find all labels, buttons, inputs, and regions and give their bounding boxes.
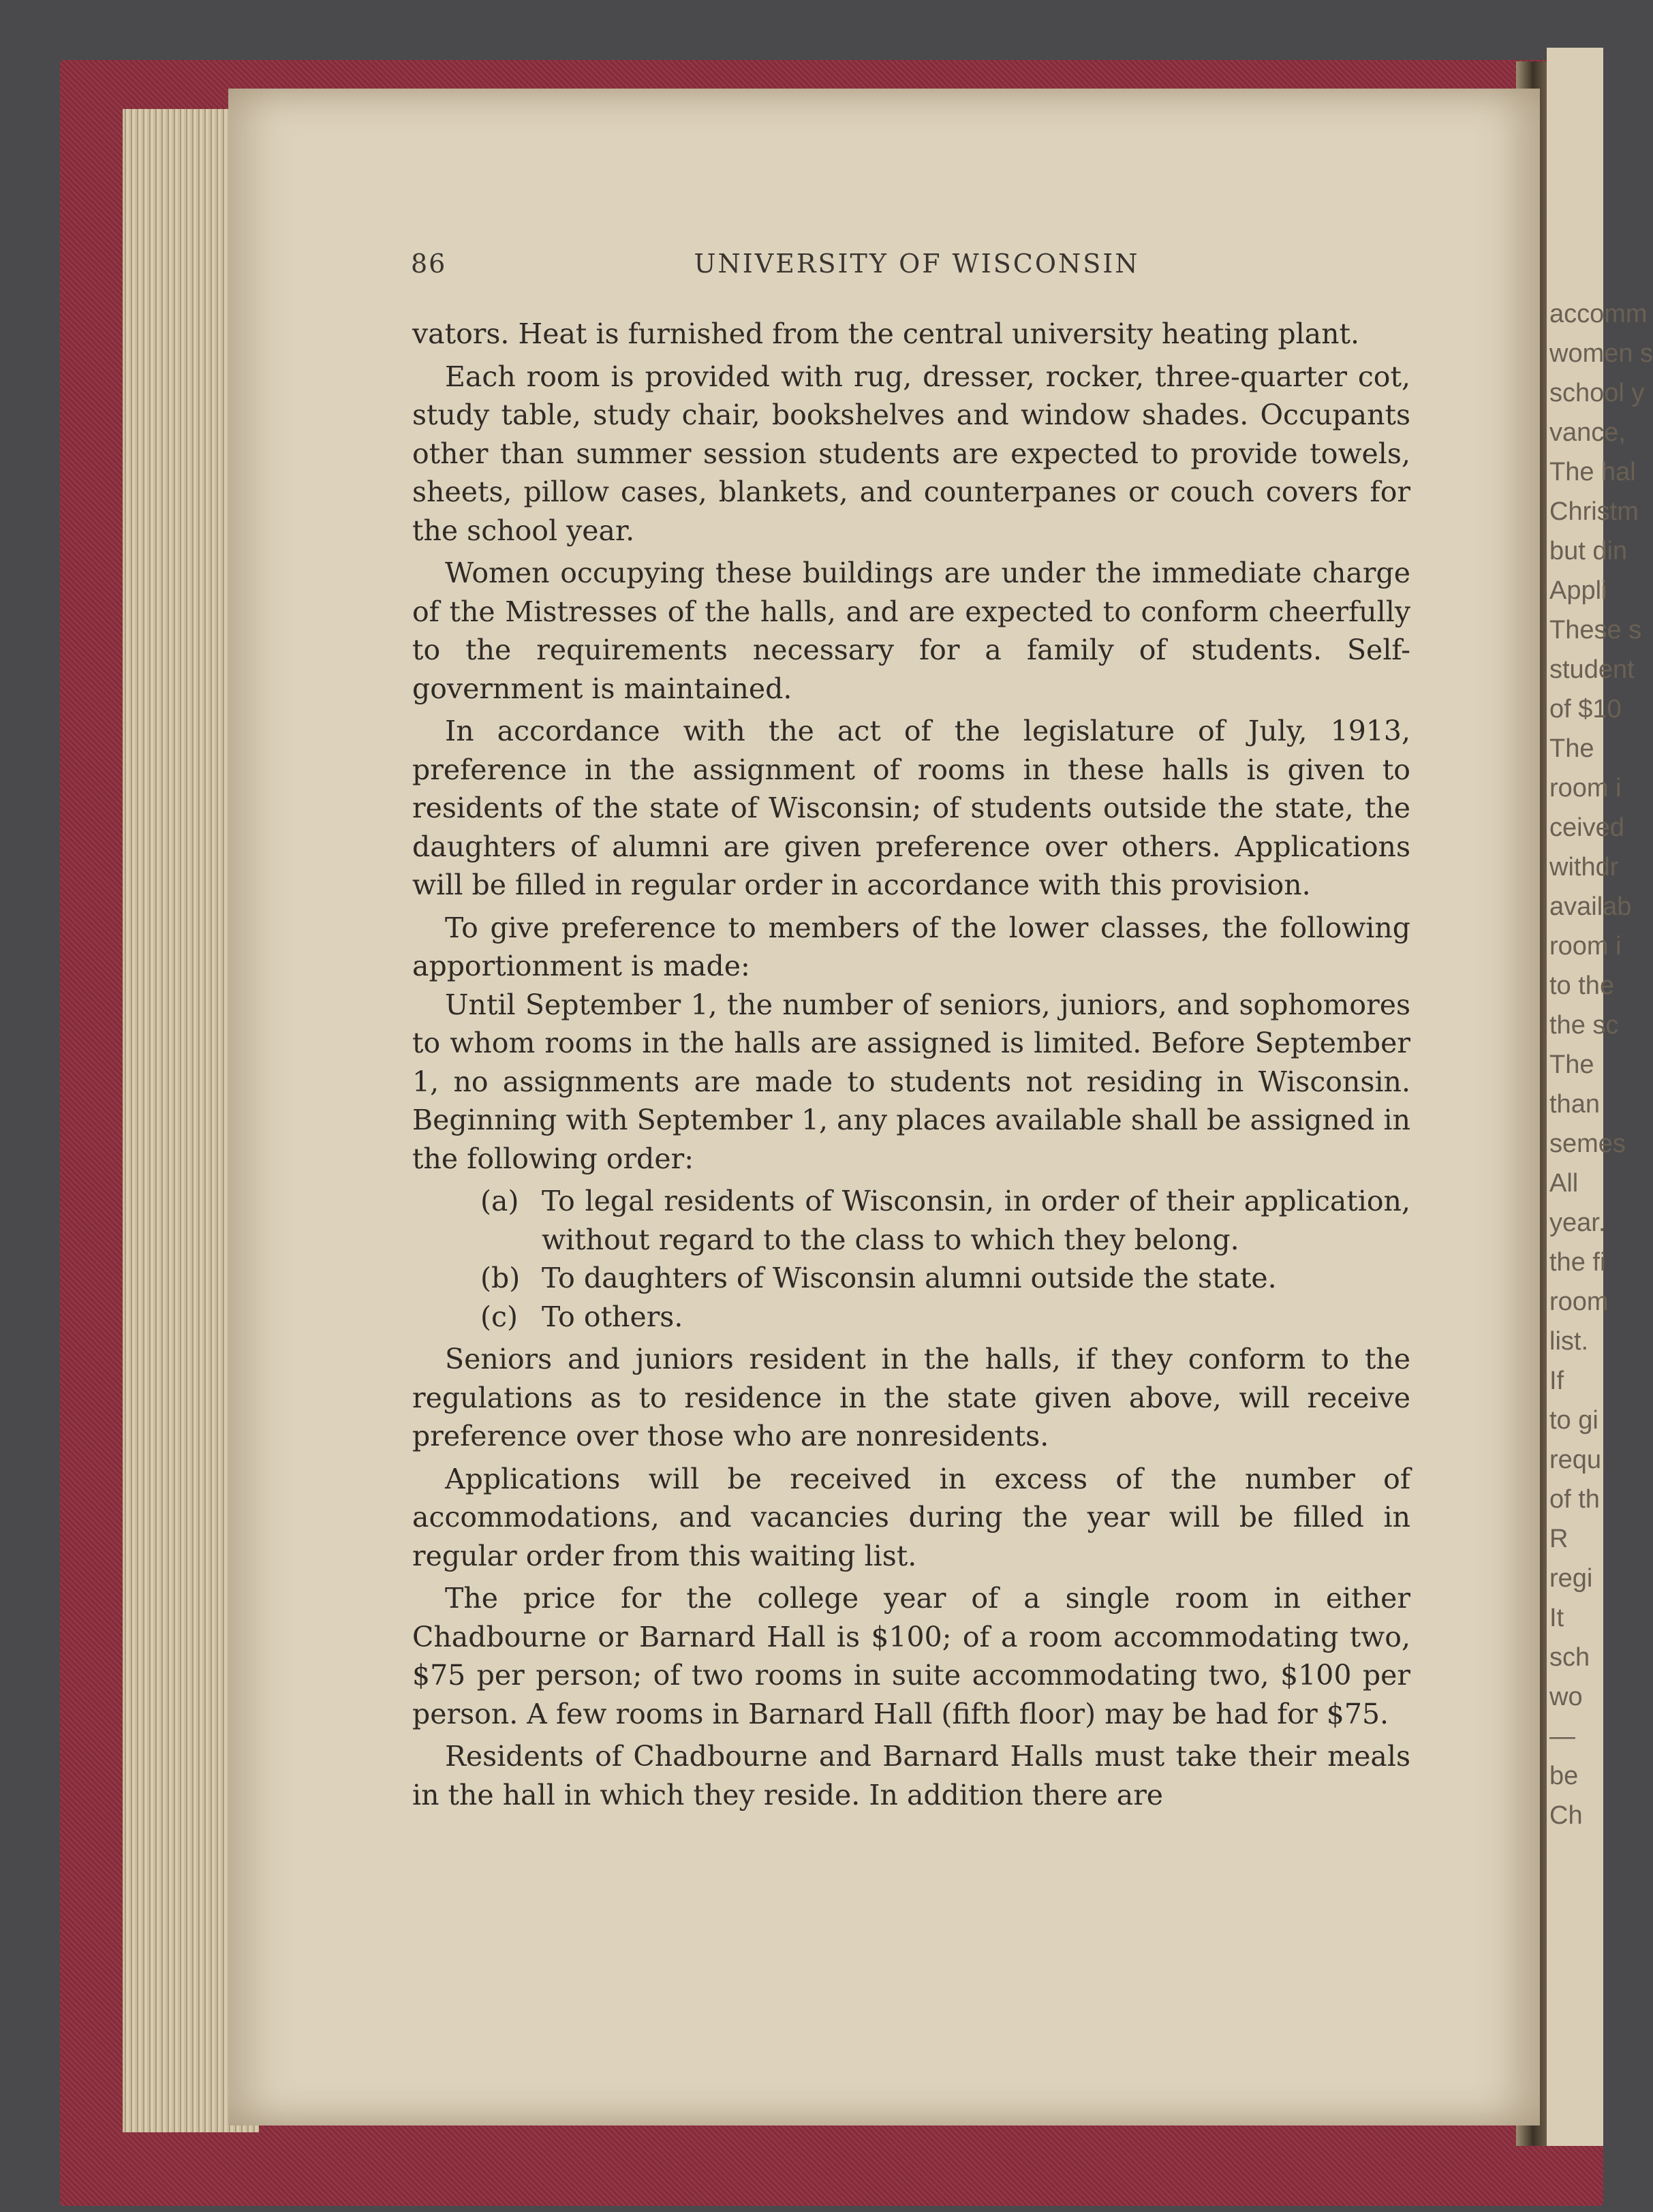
facing-page xyxy=(1547,48,1653,2146)
body-text xyxy=(412,315,1410,1814)
list-item-text: To legal residents of Wisconsin, in order of their application, without regard to the class to which they belong. xyxy=(542,1185,1410,1256)
facing-page-fragment: of $10 xyxy=(1549,695,1622,723)
list-marker: (b) xyxy=(480,1262,521,1294)
facing-page-fragment: to the xyxy=(1549,971,1615,1000)
facing-page-fragment: than xyxy=(1549,1090,1600,1119)
facing-page-fragment: the fi xyxy=(1549,1248,1606,1277)
list-marker: (c) xyxy=(480,1300,518,1333)
facing-page-fragment: school y xyxy=(1549,379,1645,407)
list-item xyxy=(412,1298,1410,1337)
facing-page-fragment: Appli xyxy=(1549,576,1607,605)
facing-page-fragment: but din xyxy=(1549,537,1628,565)
paragraph: To give preference to members of the lower classes, the following apportionment is made: xyxy=(412,911,1410,982)
running-title: UNIVERSITY OF WISCONSIN xyxy=(694,249,1140,279)
paragraph: Until September 1, the number of seniors, juniors, and sophomores to whom rooms in the halls are assigned is limited. Before September 1, no assignments are made to students not residing in Wisconsin. Beginning with September 1, any places available shall be assigned in the following order: xyxy=(412,988,1410,1175)
list-item-text: To others. xyxy=(542,1300,683,1333)
list-item xyxy=(412,1259,1410,1298)
facing-page-fragment: be xyxy=(1549,1762,1579,1790)
facing-page-fragment: The xyxy=(1549,734,1594,763)
list-item xyxy=(412,1182,1410,1259)
facing-page-fragment: year. xyxy=(1549,1209,1606,1237)
facing-page-fragment: withdr xyxy=(1549,853,1619,882)
facing-page-fragment: The xyxy=(1549,1050,1594,1079)
facing-page-fragment: sch xyxy=(1549,1643,1590,1672)
facing-page-fragment: regi xyxy=(1549,1564,1593,1593)
facing-page-fragment: — xyxy=(1549,1722,1575,1751)
facing-page-fragment: The hal xyxy=(1549,458,1636,486)
facing-page-fragment: If xyxy=(1549,1367,1564,1395)
facing-page-fragment: vance, xyxy=(1549,418,1626,447)
facing-page-fragment: student xyxy=(1549,655,1635,684)
facing-page-fragment: Christm xyxy=(1549,497,1639,526)
paragraph: Residents of Chadbourne and Barnard Halls must take their meals in the hall in which they reside. In addition there are xyxy=(412,1740,1410,1811)
facing-page-fragment: availab xyxy=(1549,892,1632,921)
facing-page-fragment: of th xyxy=(1549,1485,1600,1514)
paragraph: The price for the college year of a single room in either Chadbourne or Barnard Hall is $100; of a room accommodating two, $75 per person; of two rooms in suite accommodating two, $100 per person. A few rooms in Barnard Hall (fifth floor) may be had for $75. xyxy=(412,1582,1410,1730)
facing-page-fragment: semes xyxy=(1549,1130,1626,1158)
facing-page-fragment: These s xyxy=(1549,616,1642,644)
facing-page-fragment: women s xyxy=(1549,339,1653,368)
facing-page-fragment: room xyxy=(1549,1288,1609,1316)
list-marker: (a) xyxy=(480,1185,519,1217)
assignment-order-list xyxy=(412,1182,1410,1336)
facing-page-fragment: R xyxy=(1549,1525,1569,1553)
facing-page-fragment: list. xyxy=(1549,1327,1588,1356)
facing-page-fragment: room i xyxy=(1549,774,1622,803)
facing-page-fragment: the sc xyxy=(1549,1011,1619,1040)
paragraph: In accordance with the act of the legislature of July, 1913, preference in the assignment of rooms in these halls is given to residents of the state of Wisconsin; of students outside the state, the daughters of alumni are given preference over others. Applications will be filled in regular order in accordance with this provision. xyxy=(412,715,1410,901)
facing-page-fragment: to gi xyxy=(1549,1406,1598,1435)
facing-page-fragment: ceived xyxy=(1549,813,1624,842)
list-item-text: To daughters of Wisconsin alumni outside the state. xyxy=(542,1262,1277,1294)
paragraph: Seniors and juniors resident in the halls, if they conform to the regulations as to residence in the state given above, will receive preference over those who are nonresidents. xyxy=(412,1343,1410,1452)
paragraph: vators. Heat is furnished from the central university heating plant. xyxy=(412,317,1360,350)
running-head xyxy=(411,249,1409,287)
facing-page-fragment: Ch xyxy=(1549,1801,1583,1830)
facing-page-fragment: requ xyxy=(1549,1446,1602,1474)
paragraph: Women occupying these buildings are under the immediate charge of the Mistresses of the halls, and are expected to conform cheerfully to the requirements necessary for a family of students. Self-government is maintained. xyxy=(412,557,1410,705)
page-number: 86 xyxy=(411,249,447,279)
facing-page-fragment: All xyxy=(1549,1169,1579,1198)
paragraph: Each room is provided with rug, dresser, rocker, three-quarter cot, study table, study chair, bookshelves and window shades. Occupants other than summer session students are expected to provide towels, sheets, pillow cases, blankets, and counterpanes or couch covers for the school year. xyxy=(412,360,1410,547)
paragraph: Applications will be received in excess of the number of accommodations, and vacancies during the year will be filled in regular order from this waiting list. xyxy=(412,1462,1410,1572)
facing-page-fragment: room i xyxy=(1549,932,1622,961)
facing-page-fragment: It xyxy=(1549,1604,1564,1632)
facing-page-fragment: wo xyxy=(1549,1683,1583,1711)
facing-page-fragment: accomm xyxy=(1549,300,1648,328)
